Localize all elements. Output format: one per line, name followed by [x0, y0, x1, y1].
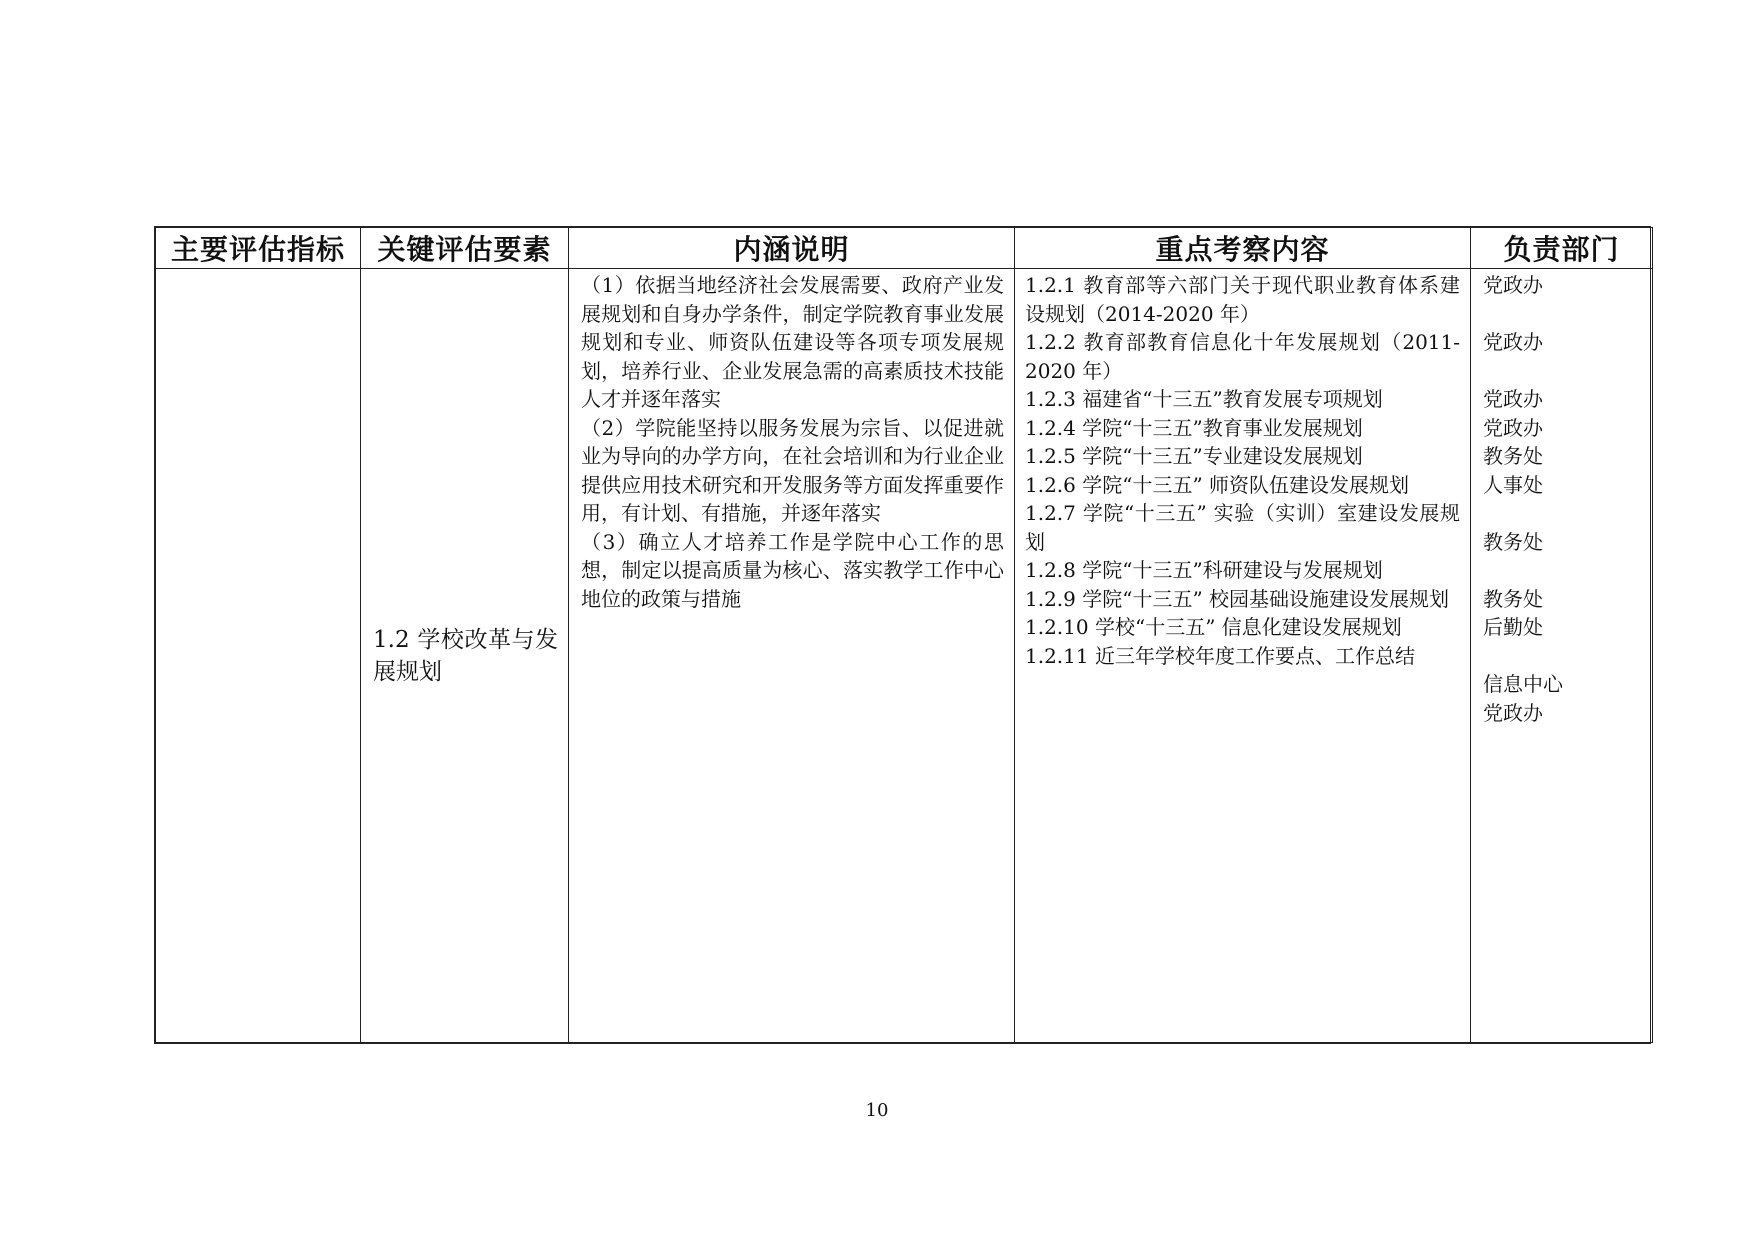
inspection-item-1-2-6: 1.2.6 学院“十三五” 师资队伍建设发展规划: [1025, 472, 1410, 497]
main-indicator-cell: [156, 269, 361, 1043]
header-inspection-content: 重点考察内容: [1015, 228, 1471, 269]
header-key-element: 关键评估要素: [361, 228, 569, 269]
dept-1-2-1: 党政办: [1483, 273, 1543, 297]
inspection-item-1-2-8: 1.2.8 学院“十三五”科研建设与发展规划: [1025, 558, 1383, 582]
evaluation-table-grid: [155, 227, 1653, 1043]
dept-1-2-10: 信息中心: [1483, 672, 1563, 696]
description-paragraph-3: （3）确立人才培养工作是学院中心工作的思想，制定以提高质量为核心、落实教学工作中心地位的政策与措施: [581, 529, 1004, 611]
inspection-item-1-2-11: 1.2.11 近三年学校年度工作要点、工作总结: [1025, 643, 1415, 668]
inspection-item-1-2-1: 1.2.1 教育部等六部门关于现代职业教育体系建设规划（2014-2020 年）: [1025, 273, 1460, 326]
dept-1-2-11: 党政办: [1483, 700, 1543, 725]
dept-1-2-3: 党政办: [1483, 387, 1543, 411]
inspection-item-1-2-3: 1.2.3 福建省“十三五”教育发展专项规划: [1025, 387, 1383, 411]
dept-1-2-6: 人事处: [1483, 472, 1543, 497]
dept-1-2-8: 教务处: [1483, 586, 1543, 611]
dept-1-2-7: 教务处: [1483, 529, 1543, 554]
header-main-indicator: 主要评估指标: [156, 228, 361, 269]
description-cell: [569, 269, 1015, 1043]
inspection-item-1-2-5: 1.2.5 学院“十三五”专业建设发展规划: [1025, 444, 1363, 468]
responsible-dept-cell: [1471, 269, 1653, 1043]
table-header-row: [156, 228, 1653, 269]
inspection-item-1-2-9: 1.2.9 学院“十三五” 校园基础设施建设发展规划: [1025, 586, 1450, 611]
header-description: 内涵说明: [569, 228, 1015, 269]
inspection-item-1-2-4: 1.2.4 学院“十三五”教育事业发展规划: [1025, 415, 1363, 440]
description-paragraph-1: （1）依据当地经济社会发展需要、政府产业发展规划和自身办学条件，制定学院教育事业发展规划和专业、师资队伍建设等各项专项发展规划，培养行业、企业发展急需的高素质技术技能人才并逐年落实: [581, 273, 1004, 411]
inspection-item-1-2-10: 1.2.10 学校“十三五” 信息化建设发展规划: [1025, 615, 1402, 639]
table-row: [156, 269, 1653, 1043]
dept-1-2-2: 党政办: [1483, 330, 1543, 354]
dept-1-2-4: 党政办: [1483, 415, 1543, 440]
evaluation-table: [154, 226, 1651, 1044]
inspection-item-1-2-7: 1.2.7 学院“十三五” 实验（实训）室建设发展规划: [1025, 501, 1460, 554]
header-responsible-dept: 负责部门: [1471, 228, 1653, 269]
inspection-item-1-2-2: 1.2.2 教育部教育信息化十年发展规划（2011-2020 年）: [1025, 330, 1460, 383]
key-element-text: 1.2 学校改革与发展规划: [373, 626, 558, 685]
inspection-content-cell: [1015, 269, 1471, 1043]
page-number: 10: [865, 1100, 889, 1121]
description-paragraph-2: （2）学院能坚持以服务发展为宗旨、以促进就业为导向的办学方向，在社会培训和为行业企业提供应用技术研究和开发服务等方面发挥重要作用，有计划、有措施，并逐年落实: [581, 415, 1004, 525]
key-element-cell: [361, 269, 569, 1043]
dept-1-2-9: 后勤处: [1483, 615, 1543, 639]
dept-1-2-5: 教务处: [1483, 444, 1543, 468]
